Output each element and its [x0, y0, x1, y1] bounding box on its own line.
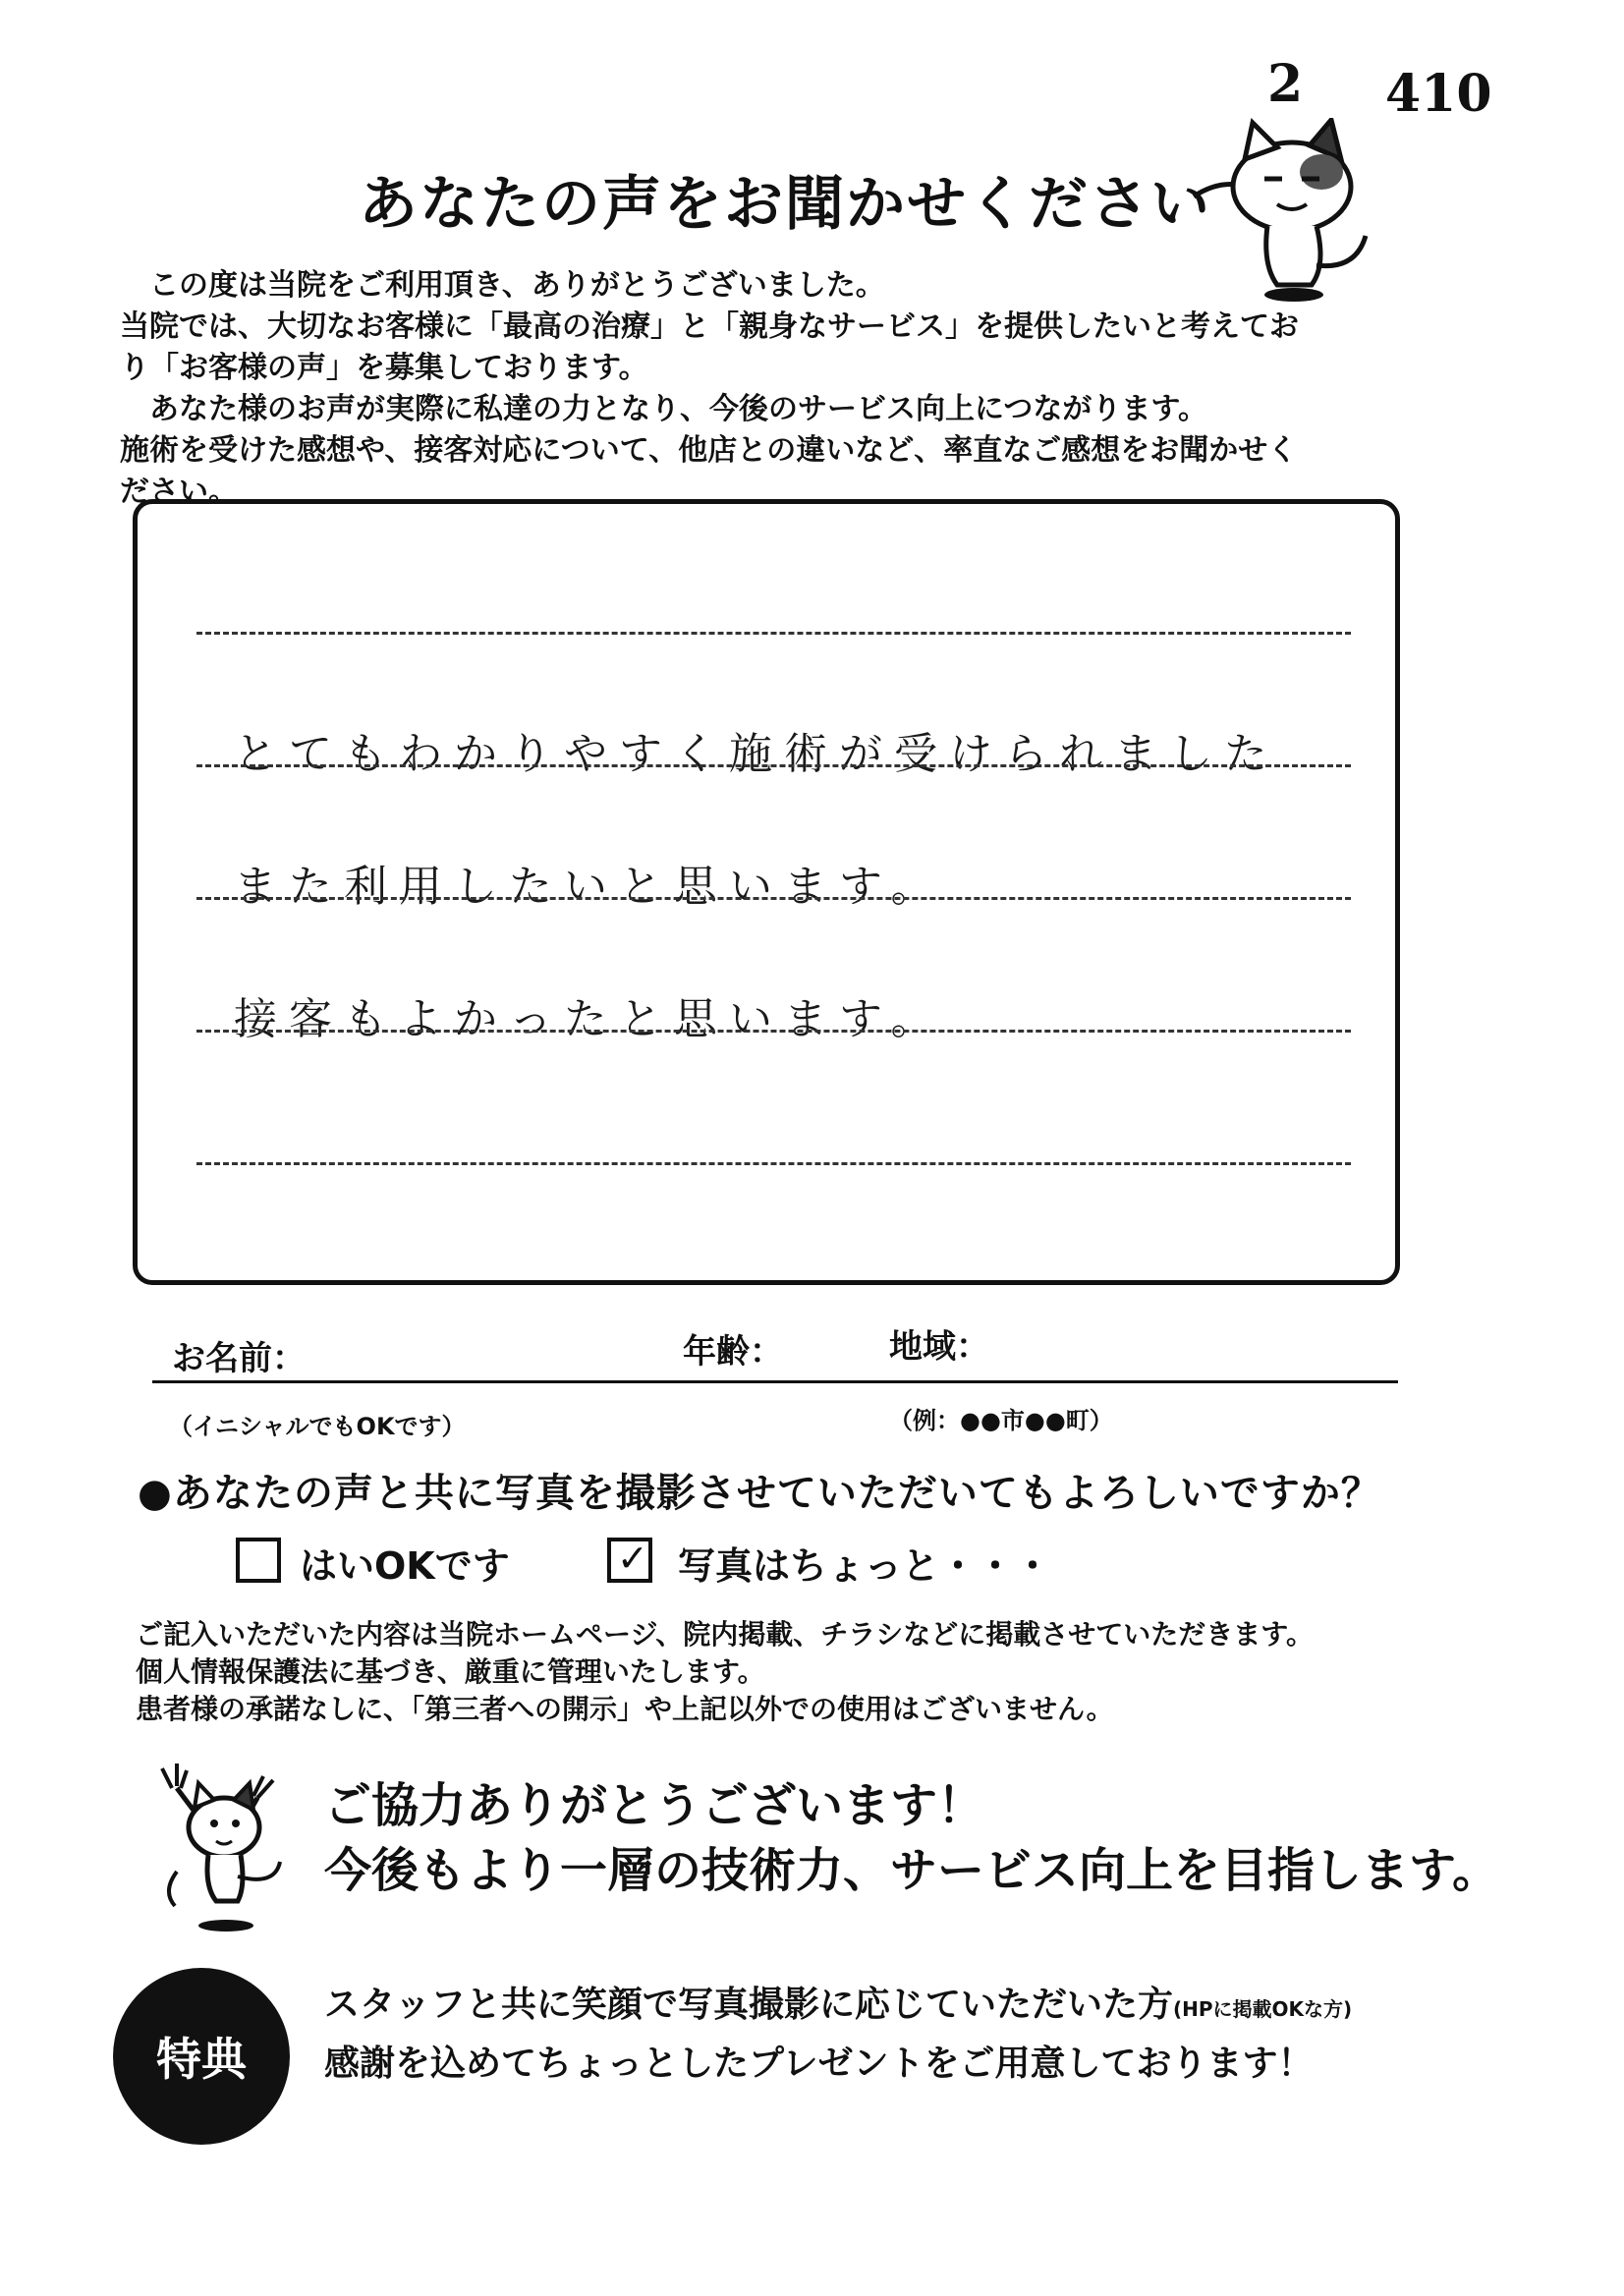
photo-yes-label: はいOKです	[300, 1544, 510, 1588]
perk-badge: 特典	[113, 1968, 290, 2145]
fields-underline	[152, 1380, 1398, 1383]
perk-line: 感謝を込めてちょっとしたプレゼントをご用意しております！	[324, 2044, 1314, 2084]
photo-yes-checkbox[interactable]	[236, 1538, 281, 1583]
dashed-rule	[196, 1030, 1351, 1033]
handwritten-comment-line: また利用したいと思います。	[234, 862, 946, 912]
comment-box[interactable]	[133, 499, 1400, 1285]
name-label: お名前：	[172, 1339, 306, 1378]
cat-mascot-cheer-icon	[147, 1759, 295, 1935]
page-title: あなたの声をお聞かせください	[359, 170, 1211, 239]
intro-line: り「お客様の声」を募集しております。	[120, 351, 648, 385]
dashed-rule	[196, 764, 1351, 767]
thanks-message	[324, 1773, 1499, 1903]
notice-line: 個人情報保護法に基づき、厳重に管理いたします。	[136, 1655, 765, 1688]
dashed-rule	[196, 897, 1351, 900]
intro-line: ださい。	[120, 475, 238, 509]
privacy-notice	[136, 1616, 1314, 1728]
checkmark-icon: ✓	[617, 1537, 648, 1580]
region-note: （例：●●市●●町）	[889, 1407, 1113, 1434]
photo-question: ●あなたの声と共に写真を撮影させていただいてもよろしいですか？	[138, 1471, 1381, 1516]
region-label: 地域：	[889, 1327, 989, 1367]
dashed-rule	[196, 632, 1351, 635]
intro-line: あなた様のお声が実際に私達の力となり、今後のサービス向上につながります。	[120, 392, 1207, 426]
thanks-line: 今後もより一層の技術力、サービス向上を目指します。	[324, 1843, 1500, 1898]
age-label: 年齢：	[683, 1332, 783, 1372]
perk-message	[324, 1978, 1352, 2092]
photo-no-checkbox[interactable]	[607, 1538, 652, 1583]
dashed-rule	[196, 1162, 1351, 1165]
photo-no-label: 写真はちょっと・・・	[678, 1544, 1052, 1588]
handwritten-comment-line: とてもわかりやすく施術が受けられました	[234, 729, 1279, 779]
page-number-right: 410	[1385, 64, 1492, 124]
perk-line: スタッフと共に笑顔で写真撮影に応じていただいた方	[324, 1985, 1174, 2025]
intro-line: 施術を受けた感想や、接客対応について、他店との違いなど、率直なご感想をお聞かせく	[120, 433, 1298, 468]
intro-line: この度は当院をご利用頂き、ありがとうございました。	[120, 268, 885, 303]
perk-note: (HPに掲載OKな方)	[1173, 1997, 1353, 2021]
handwritten-comment-line: 接客もよかったと思います。	[234, 994, 946, 1044]
intro-text	[120, 265, 1397, 513]
intro-line: 当院では、大切なお客様に「最高の治療」と「親身なサービス」を提供したいと考えてお	[120, 309, 1299, 344]
thanks-line: ご協力ありがとうございます！	[324, 1778, 985, 1833]
name-note: （イニシャルでもOKです）	[169, 1413, 466, 1440]
notice-line: 患者様の承諾なしに、「第三者への開示」や上記以外での使用はございません。	[136, 1693, 1114, 1725]
notice-line: ご記入いただいた内容は当院ホームページ、院内掲載、チラシなどに掲載させていただきます。	[136, 1618, 1314, 1651]
page-number-left: 2	[1267, 54, 1304, 114]
